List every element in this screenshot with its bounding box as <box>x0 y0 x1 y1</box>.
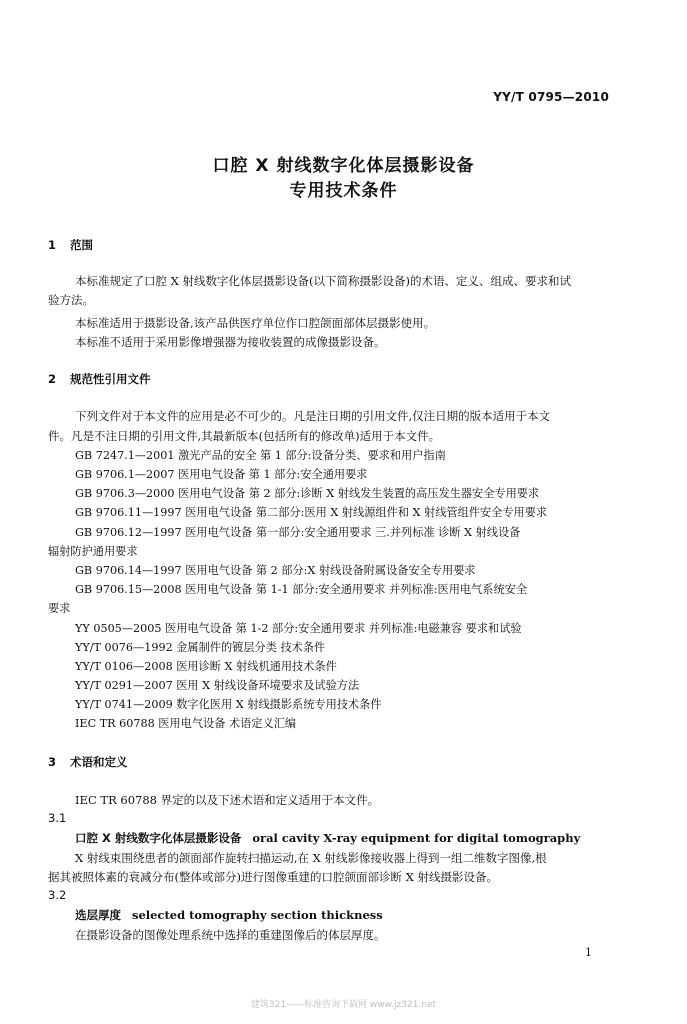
paragraph-line: IEC TR 60788 界定的以及下述术语和定义适用于本文件。 <box>75 793 380 807</box>
term-entry <box>75 830 580 846</box>
term-english: selected tomography section thickness <box>131 908 383 922</box>
section-number: 3 <box>48 755 57 769</box>
term-english: oral cavity X-ray equipment for digital tomography <box>252 831 581 845</box>
reference-item: YY/T 0106—2008 医用诊断 X 射线机通用技术条件 <box>75 660 337 673</box>
page-number: 1 <box>585 946 592 959</box>
definition-line: 据其被照体素的衰减分布(整体或部分)进行图像重建的口腔颌面部诊断 X 射线摄影设备。 <box>48 870 498 884</box>
reference-item: GB 9706.12—1997 医用电气设备 第一部分:安全通用要求 三.并列标准 诊断 X 射线设备 <box>75 526 521 539</box>
section-1-heading <box>48 237 93 253</box>
term-entry <box>75 907 383 923</box>
reference-item: YY/T 0741—2009 数字化医用 X 射线摄影系统专用技术条件 <box>75 698 382 711</box>
definition-line: 在摄影设备的图像处理系统中选择的重建图像后的体层厚度。 <box>75 928 386 942</box>
definition-line: X 射线束围绕患者的颌面部作旋转扫描运动,在 X 射线影像接收器上得到一组二维数字图像,根 <box>75 851 547 865</box>
reference-item: YY/T 0291—2007 医用 X 射线设备环境要求及试验方法 <box>75 679 360 692</box>
standard-number: YY/T 0795—2010 <box>493 90 609 104</box>
reference-item: GB 9706.3—2000 医用电气设备 第 2 部分:诊断 X 射线发生装置的高压发生器安全专用要求 <box>75 487 540 500</box>
reference-item-continuation: 辐射防护通用要求 <box>48 545 138 558</box>
section-3-heading <box>48 754 128 770</box>
paragraph-line: 件。凡是不注日期的引用文件,其最新版本(包括所有的修改单)适用于本文件。 <box>48 429 441 443</box>
watermark-text: 建筑321——标准咨询下载网 www.jz321.net <box>250 1000 437 1010</box>
reference-item: GB 9706.14—1997 医用电气设备 第 2 部分:X 射线设备附属设备安全专用要求 <box>75 564 476 577</box>
reference-item: YY 0505—2005 医用电气设备 第 1-2 部分:安全通用要求 并列标准:电磁兼容 要求和试验 <box>75 622 522 635</box>
section-title: 规范性引用文件 <box>70 372 151 386</box>
paragraph-line: 本标准适用于摄影设备,该产品供医疗单位作口腔颌面部体层摄影使用。 <box>75 316 436 330</box>
section-2-heading <box>48 371 151 387</box>
reference-item: GB 9706.11—1997 医用电气设备 第二部分:医用 X 射线源组件和 X 射线管组件安全专用要求 <box>75 506 548 519</box>
section-number: 1 <box>48 238 57 252</box>
document-title-line1: 口腔 X 射线数字化体层摄影设备 <box>212 156 475 176</box>
term-chinese: 选层厚度 <box>75 908 121 922</box>
reference-item: IEC TR 60788 医用电气设备 术语定义汇编 <box>75 717 297 730</box>
paragraph-line: 验方法。 <box>48 293 94 307</box>
reference-item: YY/T 0076—1992 金属制件的镀层分类 技术条件 <box>75 641 326 654</box>
paragraph-line: 下列文件对于本文件的应用是必不可少的。凡是注日期的引用文件,仅注日期的版本适用于本文 <box>75 409 551 423</box>
clause-number: 3.2 <box>48 888 67 902</box>
reference-item-continuation: 要求 <box>48 602 71 615</box>
section-title: 术语和定义 <box>70 755 128 769</box>
paragraph-line: 本标准规定了口腔 X 射线数字化体层摄影设备(以下简称摄影设备)的术语、定义、组成、要求和试 <box>75 274 571 288</box>
section-title: 范围 <box>70 238 93 252</box>
clause-number: 3.1 <box>48 811 67 825</box>
paragraph-line: 本标准不适用于采用影像增强器为接收装置的成像摄影设备。 <box>75 335 386 349</box>
reference-item: GB 9706.15—2008 医用电气设备 第 1-1 部分:安全通用要求 并列标准:医用电气系统安全 <box>75 583 528 596</box>
reference-item: GB 7247.1—2001 激光产品的安全 第 1 部分:设备分类、要求和用户指南 <box>75 449 446 462</box>
document-title-line2: 专用技术条件 <box>289 181 398 201</box>
reference-item: GB 9706.1—2007 医用电气设备 第 1 部分:安全通用要求 <box>75 468 368 481</box>
section-number: 2 <box>48 372 57 386</box>
term-chinese: 口腔 X 射线数字化体层摄影设备 <box>75 831 242 845</box>
